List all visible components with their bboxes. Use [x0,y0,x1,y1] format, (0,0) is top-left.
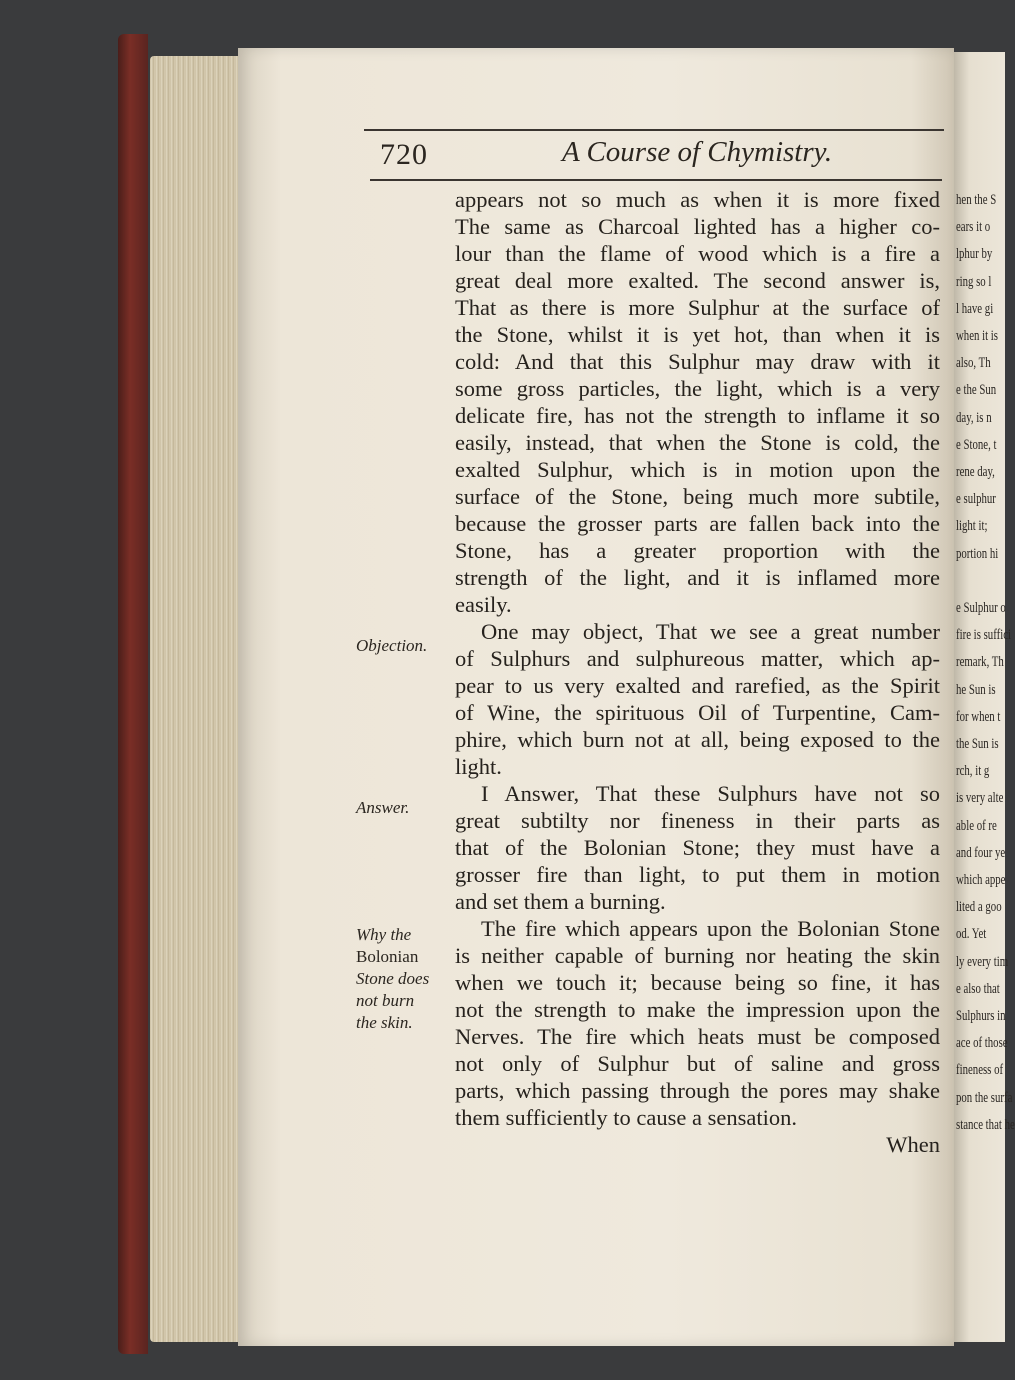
body-line: some gross particles, the light, which is a very [455,376,940,401]
body-line: great subtilty nor fineness in their parts as [455,808,940,833]
facing-page-line: e the Sun [956,382,997,399]
margin-note-line: the skin. [356,1013,413,1032]
margin-note-objection: Objection. [356,636,428,655]
facing-page-line: Sulphurs in [956,1008,1006,1024]
body-line: delicate fire, has not the strength to inflame it so [455,403,940,428]
facing-page-line: stance that he [956,1116,1015,1133]
body-line: easily. [455,592,512,617]
margin-note-why [356,924,429,1034]
facing-page-line: fire is suffici [956,627,1011,644]
facing-page-line: od. Yet [956,926,987,943]
facing-page-line: remark, Th [956,654,1004,671]
body-line: exalted Sulphur, which is in motion upon the [455,457,940,482]
facing-page-line: hen the S [956,192,997,208]
header-rule-top [364,129,944,131]
facing-page-line: rch, it g [956,763,990,780]
body-line: strength of the light, and it is inflamed more [455,565,940,590]
facing-page-line: for when t [956,708,1001,725]
margin-note-line: Bolonian [356,947,419,966]
body-line: the Stone, whilst it is yet hot, than when it is [455,322,940,347]
body-line: light. [455,754,502,779]
body-line: of Sulphurs and sulphureous matter, which ap- [455,646,940,671]
margin-note-line: not burn [356,991,415,1010]
body-line: and set them a burning. [455,889,666,914]
body-line: pear to us very exalted and rarefied, as the Spirit [455,673,940,698]
body-line: Stone, has a greater proportion with the [455,538,940,563]
margin-note-line: Stone does [356,969,430,988]
body-line: appears not so much as when it is more fixed [455,187,940,212]
facing-page-line: e Stone, t [956,436,997,453]
header-rule-bottom [370,179,942,181]
body-line: of Wine, the spirituous Oil of Turpentine, Cam- [455,700,940,725]
facing-page-line: fineness of [956,1062,1004,1079]
body-line: The fire which appears upon the Bolonian Stone [481,916,940,941]
facing-page-line: light it; [956,518,988,535]
facing-page-line: he Sun is [956,681,996,698]
body-line: cold: And that this Sulphur may draw with it [455,349,940,374]
body-line: is neither capable of burning nor heating the skin [455,943,940,968]
facing-page-line: which appe [956,872,1006,888]
page-number: 720 [380,138,428,171]
facing-page-line: ring so l [956,273,992,290]
body-line: phire, which burn not at all, being exposed to the [455,727,940,752]
facing-page-line: l have gi [956,300,994,317]
facing-page-line: pon the surfa [956,1089,1013,1106]
margin-note-line: Why the [356,925,412,944]
facing-page-line: also, Th [956,355,991,372]
facing-page-line: day, is n [956,409,992,426]
body-line: grosser fire than light, to put them in motion [455,862,940,887]
facing-page-line: rene day, [956,464,995,480]
facing-page-line: ly every tim [956,953,1009,970]
body-line: when we touch it; because being so fine, it has [455,970,940,995]
body-line: One may object, That we see a great number [481,619,940,644]
facing-page-line: ace of those [956,1035,1008,1052]
body-line: not the strength to make the impression upon the [455,997,940,1022]
body-line: lour than the flame of wood which is a fire a [455,241,940,266]
body-line: great deal more exalted. The second answer is, [455,268,940,293]
body-line: that of the Bolonian Stone; they must have a [455,835,940,860]
facing-page-line: e Sulphur o [956,600,1006,616]
facing-page-line: lphur by [956,246,993,263]
body-line: That as there is more Sulphur at the surface of [455,295,940,320]
facing-page [954,52,1015,1342]
facing-page-line: and four ye [956,844,1006,861]
body-line: The same as Charcoal lighted has a higher co- [455,214,940,239]
body-line: not only of Sulphur but of saline and gross [455,1051,940,1076]
body-line: them sufficiently to cause a sensation. [455,1105,797,1130]
facing-page-line: e also that [956,980,1000,997]
facing-page-line: when it is [956,328,999,344]
facing-page-line: the Sun is [956,736,999,752]
book-cover [118,34,148,1354]
body-line: easily, instead, that when the Stone is cold, the [455,430,940,455]
facing-page-line: able of re [956,817,997,834]
running-title: A Course of Chymistry. [562,136,833,168]
margin-note-answer: Answer. [356,798,410,817]
page-edges [150,56,242,1342]
body-line: When [886,1132,940,1157]
body-line: Nerves. The fire which heats must be composed [455,1024,940,1049]
facing-page-line: portion hi [956,545,999,562]
facing-page-line: e sulphur [956,491,996,508]
body-line: parts, which passing through the pores may shake [455,1078,940,1103]
facing-page-line: is very alte [956,790,1004,807]
facing-page-line: lited a goo [956,899,1002,916]
body-text [455,186,940,1158]
body-line: I Answer, That these Sulphurs have not so [481,781,940,806]
body-line: because the grosser parts are fallen back into the [455,511,940,536]
body-line: surface of the Stone, being much more subtile, [455,484,940,509]
facing-page-line: ears it o [956,219,991,236]
